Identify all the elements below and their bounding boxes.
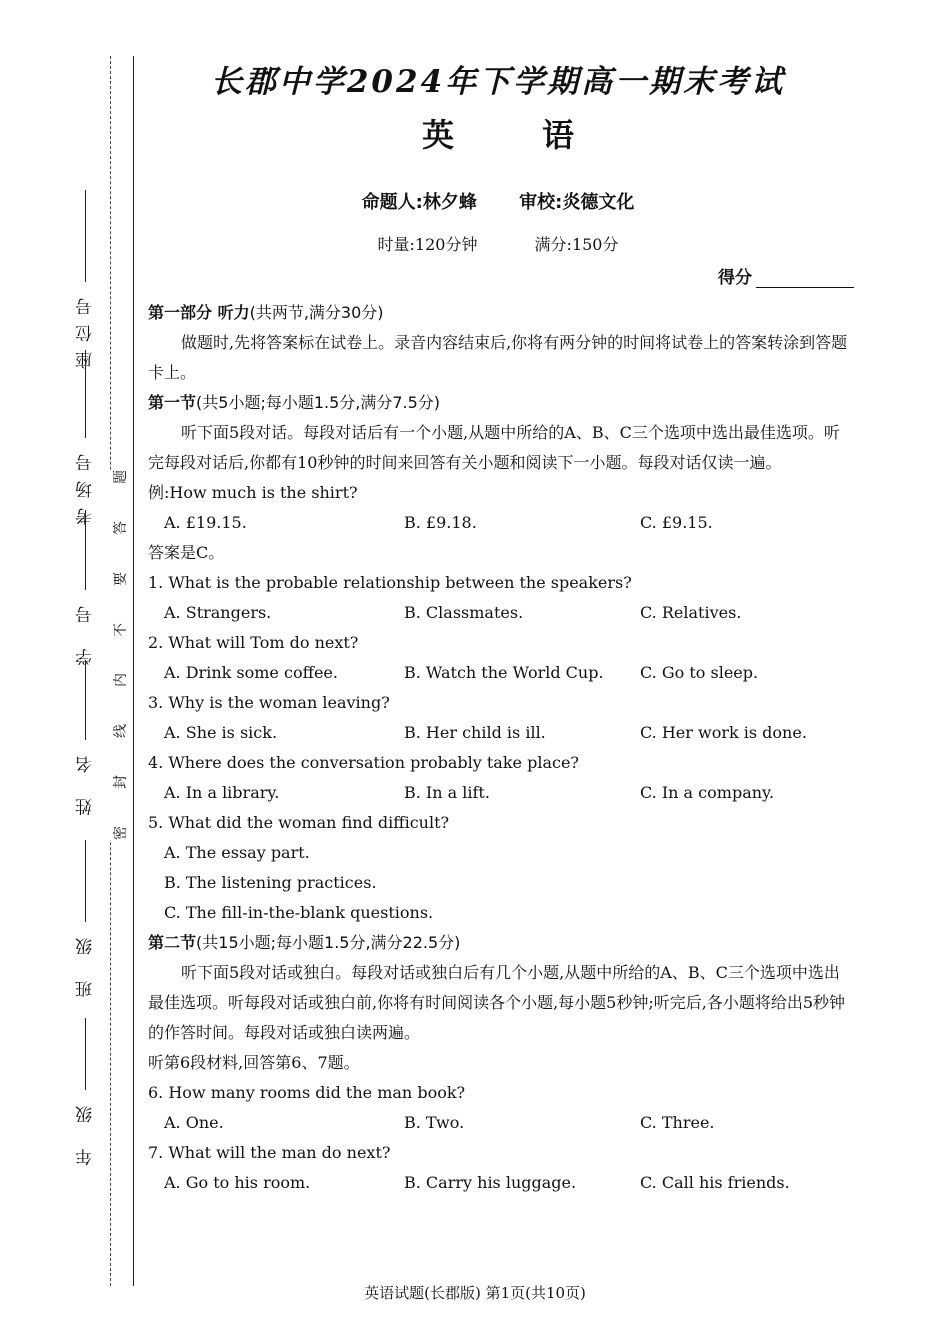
subject-char: 语 [542, 116, 575, 154]
option-a[interactable]: A. She is sick. [164, 723, 278, 742]
seal-line-notice [109, 470, 133, 840]
question-options [148, 1168, 854, 1198]
option-b[interactable]: B. Classmates. [404, 603, 524, 622]
seat-number-label: 座位号 [75, 288, 96, 369]
question-options [148, 718, 854, 748]
question: 7. What will the man do next? [148, 1143, 391, 1162]
option-c[interactable]: C. Go to sleep. [640, 663, 759, 682]
part1-heading: 第一部分 听力(共两节,满分30分) [148, 303, 384, 322]
option-c[interactable]: C. Relatives. [640, 603, 742, 622]
class-field[interactable] [66, 840, 104, 1003]
option-a[interactable]: A. Strangers. [164, 603, 272, 622]
student-id-label: 学 号 [75, 596, 96, 666]
question-options [148, 658, 854, 688]
subject-title [148, 110, 848, 156]
student-id-line[interactable] [85, 510, 86, 590]
section2-instructions: 听下面5段对话或独白。每段对话或独白后有几个小题,从题中所给的A、B、C三个选项中选出最佳选项。听每段对话或独白前,你将有时间阅读各个小题,每小题5秒钟;听完后,各小题将给出5秒钟的作答时间。每段对话或独白读两遍。 [148, 963, 846, 1042]
part1-instructions: 做题时,先将答案标在试卷上。录音内容结束后,你将有两分钟的时间将试卷上的答案转涂到答题卡上。 [148, 333, 848, 382]
question: 1. What is the probable relationship between the speakers? [148, 573, 632, 592]
option-b[interactable]: B. Watch the World Cup. [404, 663, 604, 682]
timing-line [148, 232, 848, 255]
seal-char: 封 [113, 775, 129, 790]
grade-field[interactable] [66, 1018, 104, 1171]
question-options [148, 598, 854, 628]
seal-char: 题 [113, 470, 129, 484]
option-a[interactable]: A. In a library. [164, 783, 280, 802]
seat-number-line[interactable] [85, 190, 86, 282]
time-limit: 时量:120分钟 [377, 235, 478, 254]
material-note: 听第6段材料,回答第6、7题。 [148, 1053, 360, 1072]
full-score: 满分:150分 [534, 235, 619, 254]
seal-char: 线 [113, 724, 129, 739]
exam-room-label: 考场号 [75, 444, 96, 525]
section2-heading: 第二节(共15小题;每小题1.5分,满分22.5分) [148, 933, 461, 952]
name-label: 姓 名 [75, 746, 96, 816]
option-b[interactable]: B. £9.18. [404, 513, 477, 532]
option-b[interactable]: B. In a lift. [404, 783, 490, 802]
name-line[interactable] [85, 660, 86, 740]
seal-char: 密 [113, 825, 129, 840]
question: 2. What will Tom do next? [148, 633, 359, 652]
seal-char: 内 [113, 673, 129, 688]
question-options [148, 1108, 854, 1138]
binding-solid-line [133, 56, 134, 1286]
seal-char: 要 [113, 571, 129, 586]
class-line[interactable] [85, 840, 86, 922]
example-question: 例:How much is the shirt? [148, 483, 358, 502]
score-field[interactable] [718, 263, 854, 288]
score-label: 得分 [718, 268, 752, 288]
grade-line[interactable] [85, 1018, 86, 1090]
question: 3. Why is the woman leaving? [148, 693, 390, 712]
seal-char: 不 [113, 622, 129, 637]
section1-instructions: 听下面5段对话。每段对话后有一个小题,从题中所给的A、B、C三个选项中选出最佳选项。听完每段对话后,你都有10秒钟的时间来回答有关小题和阅读下一小题。每段对话仅读一遍。 [148, 423, 840, 472]
page-footer: 英语试题(长郡版) 第1页(共10页) [364, 1284, 586, 1302]
name-field[interactable] [66, 660, 104, 821]
option-a[interactable]: A. Go to his room. [164, 1173, 311, 1192]
seal-char: 答 [113, 520, 129, 535]
option-a[interactable]: A. One. [164, 1113, 224, 1132]
option-b[interactable]: B. The listening practices. [164, 873, 377, 892]
reviewer: 审校:炎德文化 [519, 192, 635, 213]
question: 4. Where does the conversation probably take place? [148, 753, 579, 772]
exam-title: 长郡中学2024年下学期高一期末考试 [210, 64, 786, 100]
exam-room-line[interactable] [85, 350, 86, 438]
authors-line [148, 188, 848, 214]
student-id-field[interactable] [66, 510, 104, 671]
option-c[interactable]: C. Call his friends. [640, 1173, 790, 1192]
grade-label: 年 级 [75, 1096, 96, 1166]
score-blank[interactable] [756, 271, 854, 288]
option-a[interactable]: A. £19.15. [164, 513, 247, 532]
option-b[interactable]: B. Two. [404, 1113, 465, 1132]
example-answer: 答案是C。 [148, 543, 225, 562]
exam-body [148, 298, 854, 1198]
subject-char: 英 [421, 116, 454, 154]
class-label: 班 级 [75, 928, 96, 998]
option-c[interactable]: C. Her work is done. [640, 723, 807, 742]
question: 5. What did the woman find difficult? [148, 813, 450, 832]
option-c[interactable]: C. The fill-in-the-blank questions. [164, 903, 434, 922]
option-c[interactable]: C. £9.15. [640, 513, 713, 532]
option-a[interactable]: A. The essay part. [164, 843, 310, 862]
option-b[interactable]: B. Carry his luggage. [404, 1173, 577, 1192]
example-options [148, 508, 854, 538]
option-c[interactable]: C. Three. [640, 1113, 715, 1132]
section1-heading: 第一节(共5小题;每小题1.5分,满分7.5分) [148, 393, 441, 412]
option-b[interactable]: B. Her child is ill. [404, 723, 546, 742]
option-a[interactable]: A. Drink some coffee. [164, 663, 338, 682]
question: 6. How many rooms did the man book? [148, 1083, 466, 1102]
exam-room-field[interactable] [66, 350, 104, 531]
option-c[interactable]: C. In a company. [640, 783, 775, 802]
author: 命题人:林夕蜂 [361, 192, 477, 213]
question-options [148, 778, 854, 808]
seat-number-field[interactable] [66, 190, 104, 375]
